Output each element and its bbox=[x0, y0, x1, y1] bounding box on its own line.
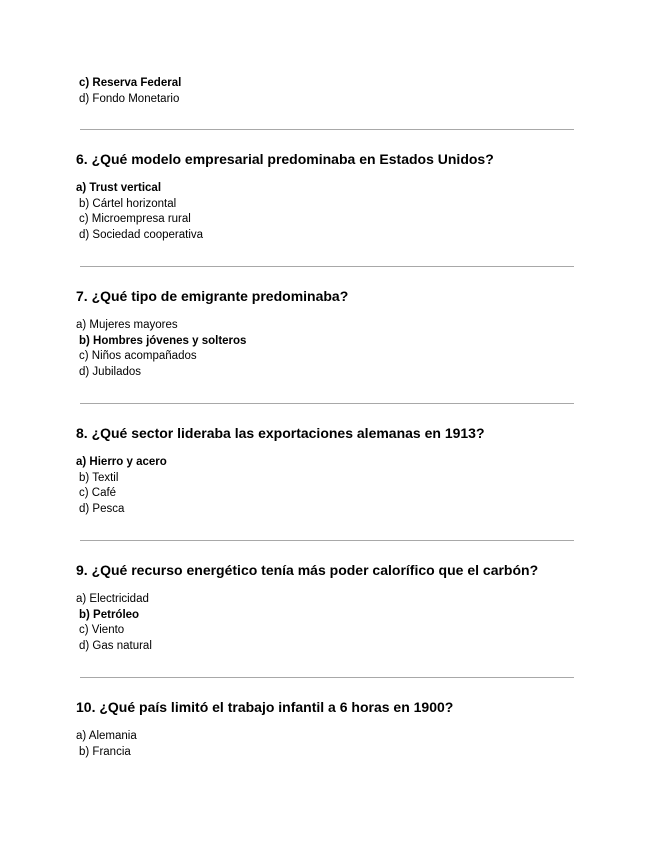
question-5-option-c: c) Reserva Federal bbox=[79, 77, 182, 89]
separator-rule bbox=[80, 129, 574, 130]
question-7-option-b: b) Hombres jóvenes y solteros bbox=[79, 334, 247, 347]
question-10-option-a: a) Alemania bbox=[76, 730, 137, 742]
question-6-option-c: c) Microempresa rural bbox=[79, 213, 191, 226]
question-6-option-d: d) Sociedad cooperativa bbox=[79, 228, 204, 241]
question-8-title: 8. ¿Qué sector lideraba las exportaciones alemanas en 1913? bbox=[76, 425, 485, 441]
separator-rule bbox=[80, 677, 574, 678]
question-9 bbox=[76, 562, 576, 654]
question-7-option-c: c) Niños acompañados bbox=[79, 350, 197, 363]
question-9-option-c: c) Viento bbox=[79, 624, 125, 637]
question-10 bbox=[76, 699, 576, 760]
question-5-continued bbox=[76, 76, 576, 107]
question-8-option-c: c) Café bbox=[79, 487, 117, 500]
question-7 bbox=[76, 288, 576, 380]
separator-rule bbox=[80, 540, 574, 541]
question-5-option-d: d) Fondo Monetario bbox=[79, 92, 180, 105]
question-6 bbox=[76, 151, 576, 243]
question-8 bbox=[76, 425, 576, 517]
question-8-option-b: b) Textil bbox=[79, 471, 119, 484]
question-10-option-b: b) Francia bbox=[79, 745, 131, 758]
question-6-option-a: a) Trust vertical bbox=[76, 182, 162, 194]
question-7-option-d: d) Jubilados bbox=[79, 365, 142, 378]
question-6-option-b: b) Cártel horizontal bbox=[79, 197, 177, 210]
question-9-option-a: a) Electricidad bbox=[76, 593, 149, 605]
question-8-option-d: d) Pesca bbox=[79, 502, 125, 515]
question-8-option-a: a) Hierro y acero bbox=[76, 456, 167, 468]
question-9-option-d: d) Gas natural bbox=[79, 639, 152, 652]
separator-rule bbox=[80, 403, 574, 404]
question-7-title: 7. ¿Qué tipo de emigrante predominaba? bbox=[76, 288, 349, 304]
question-6-title: 6. ¿Qué modelo empresarial predominaba en Estados Unidos? bbox=[76, 151, 494, 167]
question-9-option-b: b) Petróleo bbox=[79, 608, 140, 621]
separator-rule bbox=[80, 266, 574, 267]
question-10-title: 10. ¿Qué país limitó el trabajo infantil a 6 horas en 1900? bbox=[76, 699, 454, 715]
question-7-option-a: a) Mujeres mayores bbox=[76, 319, 178, 331]
question-9-title: 9. ¿Qué recurso energético tenía más poder calorífico que el carbón? bbox=[76, 562, 539, 578]
